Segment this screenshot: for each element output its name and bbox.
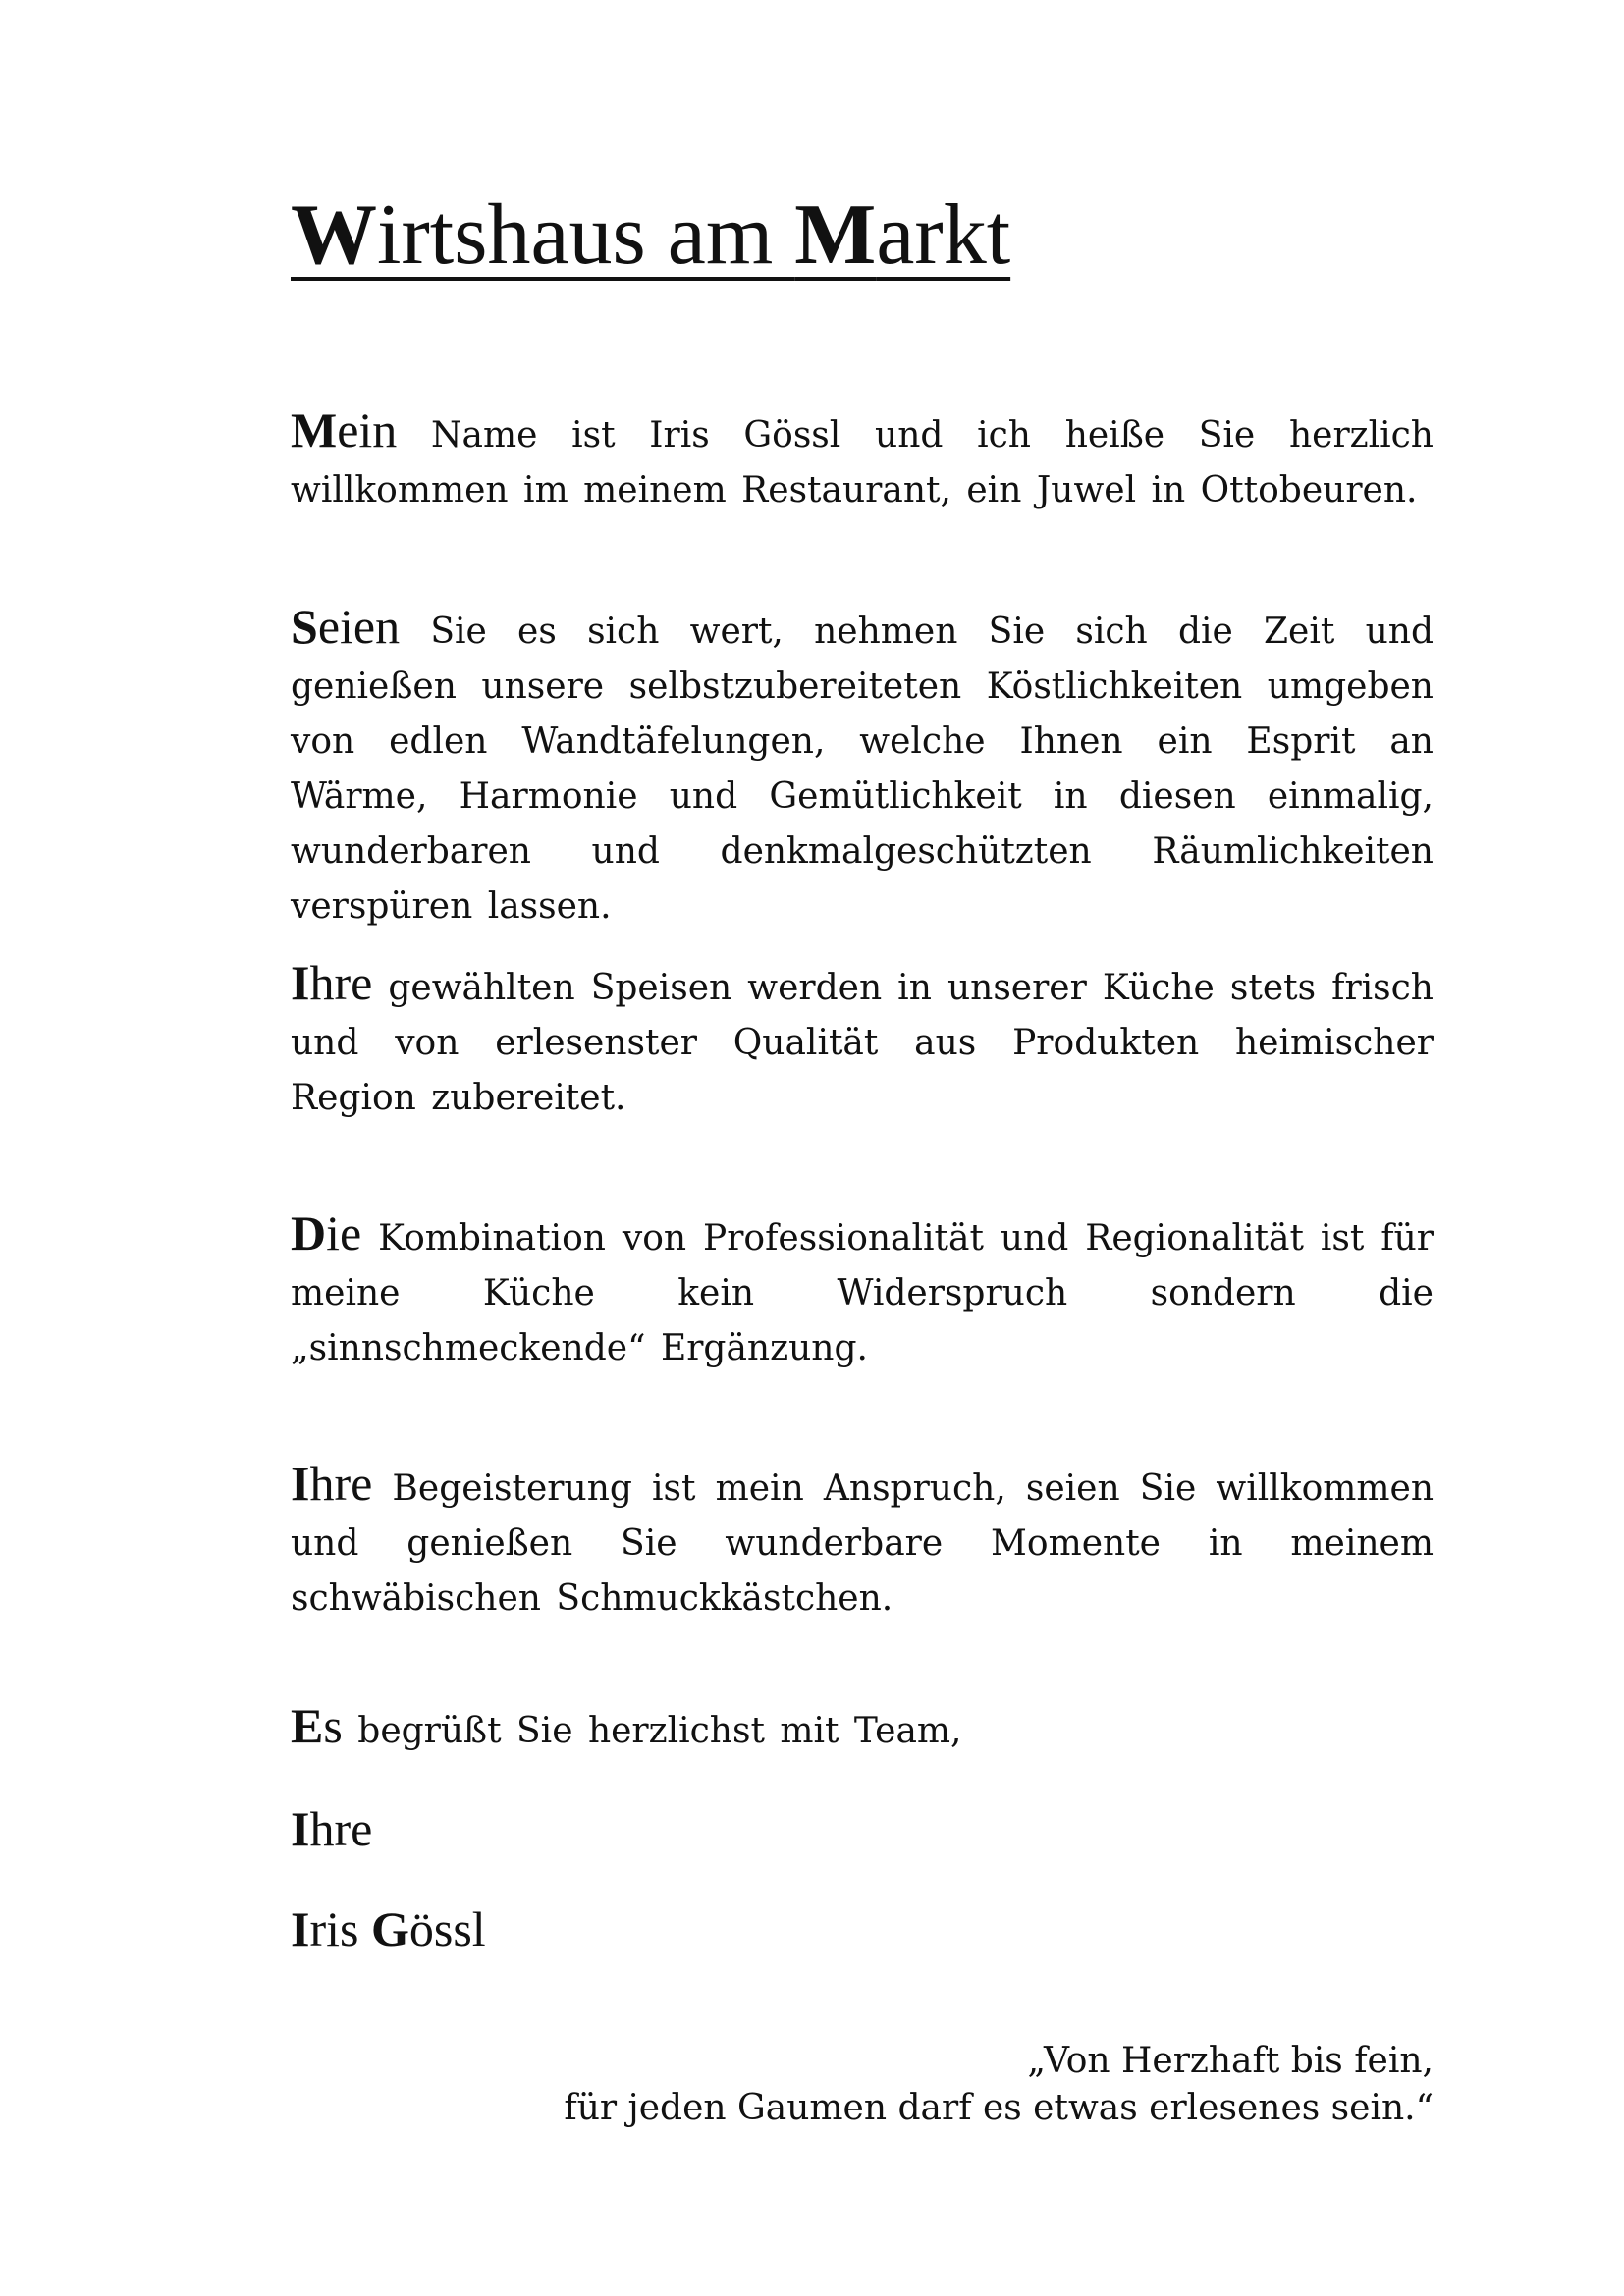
paragraph-lead-word [291,1456,372,1511]
closing-rest: hre [309,1801,373,1856]
lead-initial: S [291,599,318,654]
name-initial: I [291,1901,310,1956]
paragraph-body: Sie es sich wert, nehmen Sie sich die Zeit und genießen unsere selbstzubereiteten Köstlichkeiten umgeben von edlen Wandtäfelungen, welche Ihnen ein Esprit an Wärme, Harmonie und Gemütlichkeit in diesen einmalig, wunderbaren und denkmalgeschützten Räumlichkeiten verspüren lassen. [291,612,1434,927]
motto-line: für jeden Gaumen darf es etwas erlesenes sein.“ [564,2088,1434,2128]
paragraph-body: begrüßt Sie herzlichst mit Team, [342,1711,962,1751]
name-rest: ris [309,1901,371,1956]
lead-initial: I [291,1456,310,1511]
paragraph-introduction [291,402,1434,518]
lead-initial: M [291,402,338,457]
page-title [291,187,1011,283]
title-text: irtshaus am [377,187,795,283]
paragraph-regional [291,1205,1434,1376]
paragraph-lead-word [291,402,397,457]
paragraph-lead-word [291,955,372,1010]
lead-initial: D [291,1205,327,1260]
paragraph-body: gewählten Speisen werden in unserer Küche stets frisch und von erlesenster Qualität aus Produkten heimischer Region zubereitet. [291,968,1434,1118]
paragraph-lead-word [291,1205,361,1260]
paragraph-greeting [291,1698,1434,1759]
paragraph-lead-word [291,599,400,654]
title-initial: M [794,187,877,283]
paragraph-lead-word [291,1698,343,1753]
lead-rest: hre [309,955,373,1010]
lead-rest: ein [337,402,398,457]
signature-closing [291,1799,372,1858]
lead-rest: hre [309,1456,373,1511]
lead-initial: E [291,1698,324,1753]
lead-rest: s [323,1698,343,1753]
paragraph-welcome [291,1456,1434,1627]
closing-initial: I [291,1801,310,1856]
paragraph-body: Kombination von Professionalität und Regionalität ist für meine Küche kein Widerspruch sondern die „sinnschmeckende“ Ergänzung. [291,1218,1434,1368]
motto-line: „Von Herzhaft bis fein, [1027,2041,1434,2081]
title-initial: W [291,187,377,283]
paragraph-body: Begeisterung ist mein Anspruch, seien Sie willkommen und genießen Sie wunderbare Momente in meinem schwäbischen Schmuckkästchen. [291,1468,1434,1619]
lead-rest: ie [326,1205,362,1260]
lead-rest: eien [317,599,401,654]
name-rest: össl [408,1901,486,1956]
name-initial: G [370,1901,409,1956]
signature-name [291,1899,486,1958]
title-text: arkt [876,187,1011,283]
paragraph-ambience [291,599,1434,934]
paragraph-kitchen [291,955,1434,1126]
lead-initial: I [291,955,310,1010]
paragraph-body: Name ist Iris Gössl und ich heiße Sie herzlich willkommen im meinem Restaurant, ein Juwel in Ottobeuren. [291,415,1434,510]
motto-quote [452,2038,1434,2132]
